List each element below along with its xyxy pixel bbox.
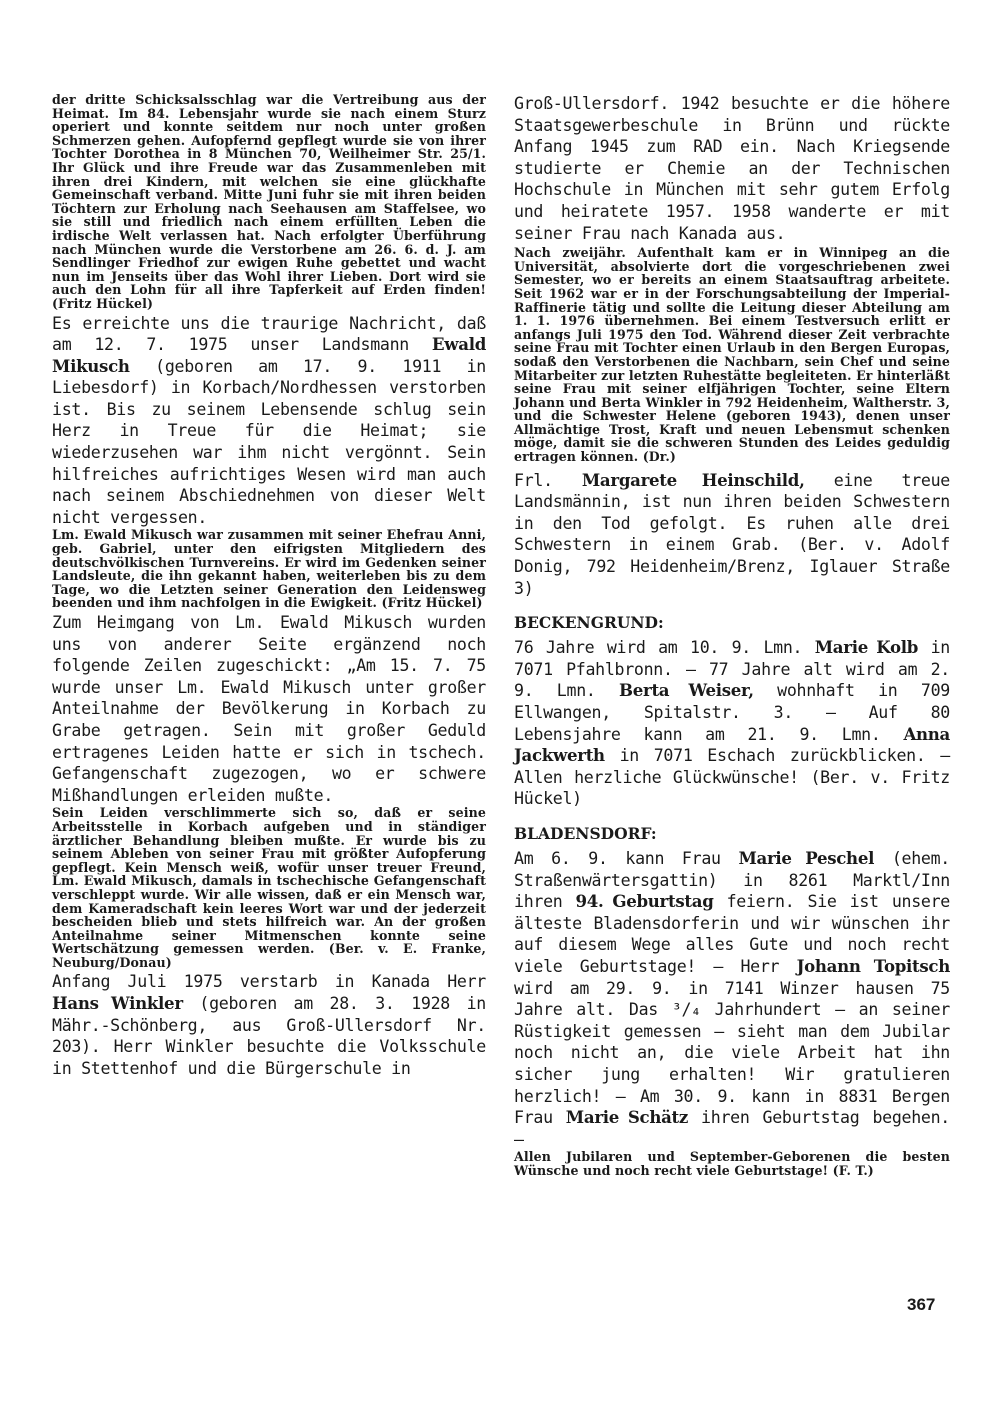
person-name: Marie Peschel [738, 847, 875, 868]
birthdays-beckengrund: 76 Jahre wird am 10. 9. Lmn. Marie Kolb in 7071 Pfahlbronn. — 77 Jahre alt wird am 2. 9. Lmn. Berta Weiser, wohnhaft in 709 Ellwangen, Spitalstr. 3. — Auf 80 Lebensjahre kann am 21. 9. Lmn. Anna Jackwerth in 7071 Eschach zurückblicken. — Allen herzliche Glückwünsche! (Ber. v. Fritz Hückel) [514, 637, 950, 809]
page-number: 367 [907, 1295, 936, 1314]
obituary-hans-winkler-continued: Groß-Ullersdorf. 1942 besuchte er die höhere Staatsgewerbeschule in Brünn und rückte Anfang 1945 zum RAD ein. Nach Kriegsende studierte er Chemie an der Technischen Hochschule in München mit sehr gutem Erfolg und heiratete 1957. 1958 wanderte er mit seiner Frau nach Kanada aus. [514, 94, 950, 243]
obituary-margarete-heinschild: Frl. Margarete Heinschild, eine treue Landsmännin, ist nun ihren beiden Schwestern in den Tod gefolgt. Es ruhen alle drei Schwestern in einem Grab. (Ber. v. Adolf Donig, 792 Heidenheim/Brenz, Iglauer Straße 3) [514, 469, 950, 598]
obituary-hans-winkler-note: Nach zweijähr. Aufenthalt kam er in Winnipeg an die Universität, absolvierte dort die vorgeschriebenen zwei Semester, wo er bereits an einem Staatsauftrag arbeitete. Seit 1962 war er in der Forschungsabteilung der Imperial-Raffinerie tätig und sollte die Leitung dieser Abteilung am 1. 1. 1976 übernehmen. Bei einem Testversuch erlitt er anfangs Juli 1975 den Tod. Während dieser Zeit verbrachte seine Frau mit Tochter einen Urlaub in den Bergen Europas, sodaß den Verstorbenen die Nachbarn, sein Chef und seine Mitarbeiter zur letzten Ruhestätte begleiteten. Er hinterläßt seine Frau mit seiner elfjährigen Tochter, seine Eltern Johann und Berta Winkler in 792 Heidenheim, Waltherstr. 3, und die Schwester Helene (geboren 1943), denen unser Allmächtige Trost, Kraft und neuen Lebensmut schenken möge, damit sie die schweren Stunden des Leides geduldig ertragen können. (Dr.) [514, 245, 950, 465]
birthdays-bladensdorf: Am 6. 9. kann Frau Marie Peschel (ehem. Straßenwärtersgattin) in 8261 Marktl/Inn ihren 94. Geburtstag feiern. Sie ist unsere älteste Bladensdorferin und wir wünschen ihr auf diesem Wege alles Gute und noch recht viele Geburtstage! — Herr Johann Topitsch wird am 29. 9. in 7141 Winzer hausen 75 Jahre alt. Das ³/₄ Jahrhundert — an seiner Rüstigkeit gemessen — sieht man dem Jubilar noch nicht an, die viele Arbeit hat ihn sicher jung erhalten! Wir gratulieren herzlich! — Am 30. 9. kann in 8831 Bergen Frau Marie Schätz ihren Geburtstag begehen. — [514, 847, 950, 1149]
person-name: Marie Kolb [814, 637, 919, 658]
person-name: Berta Weiser, [619, 680, 754, 701]
birthday-highlight: 94. Geburtstag [575, 891, 714, 912]
right-column [514, 93, 950, 1177]
left-column [52, 93, 486, 1079]
person-name: Hans Winkler [52, 993, 183, 1014]
obituary-continuation: der dritte Schicksalsschlag war die Vertreibung aus der Heimat. Im 84. Lebensjahr wurde sie nach einem Sturz operiert und konnte seitdem nur noch unter großen Schmerzen gehen. Aufopfernd gepflegt wurde sie von ihrer Tochter Dorothea in 8 München 70, Weilheimer Str. 25/1. Ihr Glück und ihre Freude war das Zusammenleben mit ihren drei Kindern, mit welchen sie eine glückhafte Gemeinschaft verband. Mitte Juni fuhr sie mit ihren beiden Töchtern zur Erholung nach Seehausen am Staffelsee, wo sie still und friedlich nach einem erfüllten Leben die irdische Welt verlassen hat. Nach erfolgter Überführung nach München wurde die Verstorbene am 26. 6. d. J. am Sendlinger Friedhof zur ewigen Ruhe gebettet und wacht nun im Jenseits über das Wohl ihrer Lieben. Dort wird sie auch den Lohn für all ihre Tapferkeit auf Erden finden! (Fritz Hückel) [52, 92, 486, 311]
person-name: Johann Topitsch [796, 955, 950, 976]
person-name: Ewald Mikusch [52, 334, 486, 376]
obituary-ewald-mikusch: Es erreichte uns die traurige Nachricht, daß am 12. 7. 1975 unser Landsmann Ewald Mikusch (geboren am 17. 9. 1911 in Liebesdorf) in Korbach/Nordhessen verstorben ist. Bis zu seinem Lebensende schlug sein Herz in Treue für die Heimat; sie wiederzusehen war ihm nicht vergönnt. Sein hilfreiches aufrichtiges Wesen wird man auch nach seinem Abschiednehmen von dieser Welt nicht vergessen. [52, 313, 486, 527]
birthdays-closing-note: Allen Jubilaren und September-Geborenen die besten Wünsche und noch recht viele Geburtstage! (F. T.) [514, 1149, 950, 1178]
obituary-ewald-mikusch-addendum-note: Sein Leiden verschlimmerte sich so, daß er seine Arbeitsstelle in Korbach aufgeben und in ständiger ärztlicher Behandlung bleiben mußte. Er wurde bis zu seinem Ableben von seiner Frau mit größter Aufopferung gepflegt. Kein Mensch weiß, wofür unser treuer Freund, Lm. Ewald Mikusch, damals in tschechische Gefangenschaft verschleppt wurde. Wir alle wissen, daß er ein Mensch war, dem Kameradschaft kein leeres Wort war und der jederzeit bescheiden blieb und stets hilfreich war. An der großen Anteilnahme seiner Mitmenschen konnte seine Wertschätzung gemessen werden. (Ber. v. E. Franke, Neuburg/Donau) [52, 805, 486, 970]
person-name: Marie Schätz [565, 1107, 689, 1128]
obituary-ewald-mikusch-note: Lm. Ewald Mikusch war zusammen mit seiner Ehefrau Anni, geb. Gabriel, unter den eifrigsten Mitgliedern des deutschvölkischen Turnvereins. Er wird im Gedenken seiner Landsleute, die ihn gekannt haben, weiterleben bis zu dem Tage, wo die Letzten seiner Generation den Leidensweg beenden und ihm nachfolgen in die Ewigkeit. (Fritz Hückel) [52, 527, 486, 611]
section-heading-beckengrund: BECKENGRUND: [514, 613, 664, 633]
person-name: Anna Jackwerth [514, 723, 950, 766]
obituary-ewald-mikusch-addendum: Zum Heimgang von Lm. Ewald Mikusch wurden uns von anderer Seite ergänzend noch folgende Zeilen zugeschickt: „Am 15. 7. 75 wurde unser Lm. Ewald Mikusch unter großer Anteilnahme der Bevölkerung in Korbach zu Grabe getragen. Sein mit großer Geduld ertragenes Leiden hatte er sich in tschech. Gefangenschaft zugezogen, wo er schwere Mißhandlungen erleiden mußte. [52, 613, 486, 805]
person-name: Margarete Heinschild, [581, 469, 805, 490]
obituary-hans-winkler: Anfang Juli 1975 verstarb in Kanada Herr Hans Winkler (geboren am 28. 3. 1928 in Mähr.-Schönberg, aus Groß-Ullersdorf Nr. 203). Herr Winkler besuchte die Volksschule in Stettenhof und die Bürgerschule in [52, 972, 487, 1078]
section-heading-bladensdorf: BLADENSDORF: [514, 823, 657, 843]
